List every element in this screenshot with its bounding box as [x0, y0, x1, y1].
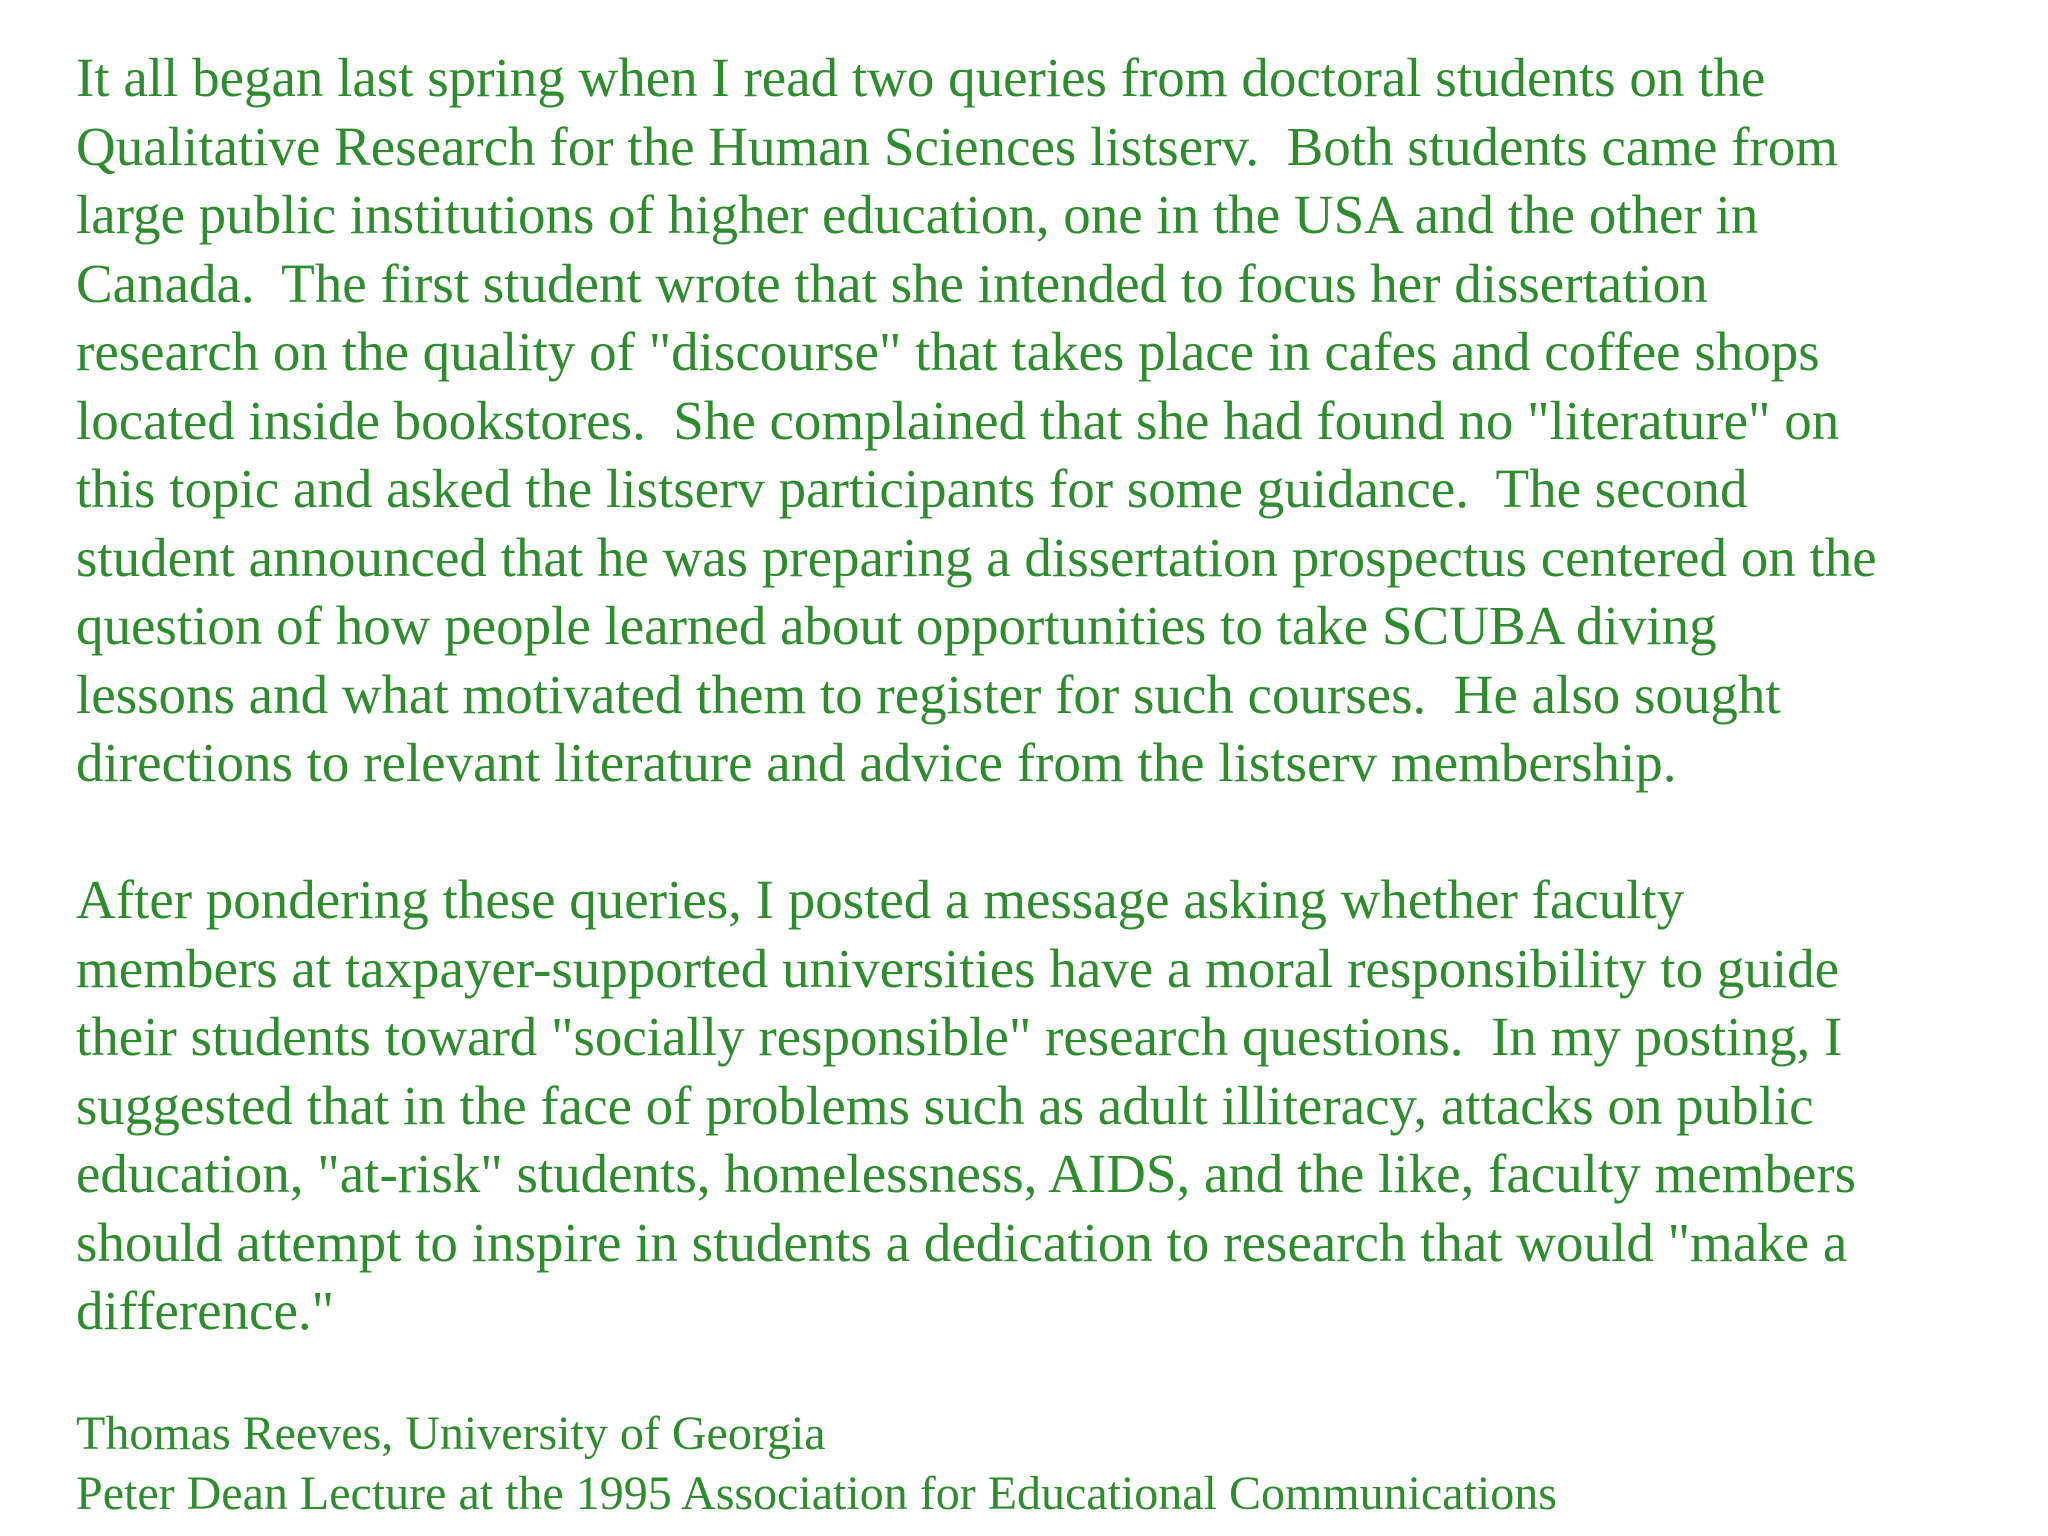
document-body [76, 44, 2016, 1346]
paragraph-1-line: located inside bookstores. She complained that she had found no "literature" on [76, 389, 1840, 451]
paragraph-1-line: lessons and what motivated them to register for such courses. He also sought [76, 663, 1781, 725]
paragraph-2 [76, 866, 2016, 1346]
paragraph-2-line: should attempt to inspire in students a dedication to research that would "make a [76, 1211, 1848, 1273]
attribution [76, 1404, 2016, 1524]
paragraph-1-line: student announced that he was preparing a dissertation prospectus centered on the [76, 526, 1877, 588]
paragraph-2-line: difference." [76, 1280, 335, 1341]
paragraph-1-line: large public institutions of higher education, one in the USA and the other in [76, 184, 1759, 245]
paragraph-2-line: their students toward "socially responsible" research questions. In my posting, I [76, 1006, 1843, 1067]
paragraph-2-line: suggested that in the face of problems such as adult illiteracy, attacks on public [76, 1074, 1814, 1136]
paragraph-1-line: this topic and asked the listserv participants for some guidance. The second [76, 458, 1748, 519]
paragraph-1-line: research on the quality of "discourse" that takes place in cafes and coffee shops [76, 321, 1820, 382]
paragraph-spacer [76, 798, 2016, 867]
lecture-line: Peter Dean Lecture at the 1995 Association for Educational Communications [76, 1467, 1557, 1520]
paragraph-2-line: education, "at-risk" students, homelessness, AIDS, and the like, faculty members [76, 1143, 1857, 1204]
author-line: Thomas Reeves, University of Georgia [76, 1407, 826, 1460]
paragraph-2-line: After pondering these queries, I posted a message asking whether faculty [76, 869, 1685, 930]
paragraph-1-line: Canada. The first student wrote that she intended to focus her dissertation [76, 252, 1708, 314]
paragraph-1-line: It all began last spring when I read two queries from doctoral students on the [76, 47, 1766, 108]
paragraph-1 [76, 44, 2016, 798]
paragraph-1-line: directions to relevant literature and advice from the listserv membership. [76, 732, 1677, 793]
paragraph-1-line: question of how people learned about opportunities to take SCUBA diving [76, 595, 1717, 656]
paragraph-2-line: members at taxpayer-supported universities have a moral responsibility to guide [76, 937, 1840, 999]
paragraph-1-line: Qualitative Research for the Human Sciences listserv. Both students came from [76, 115, 1839, 177]
